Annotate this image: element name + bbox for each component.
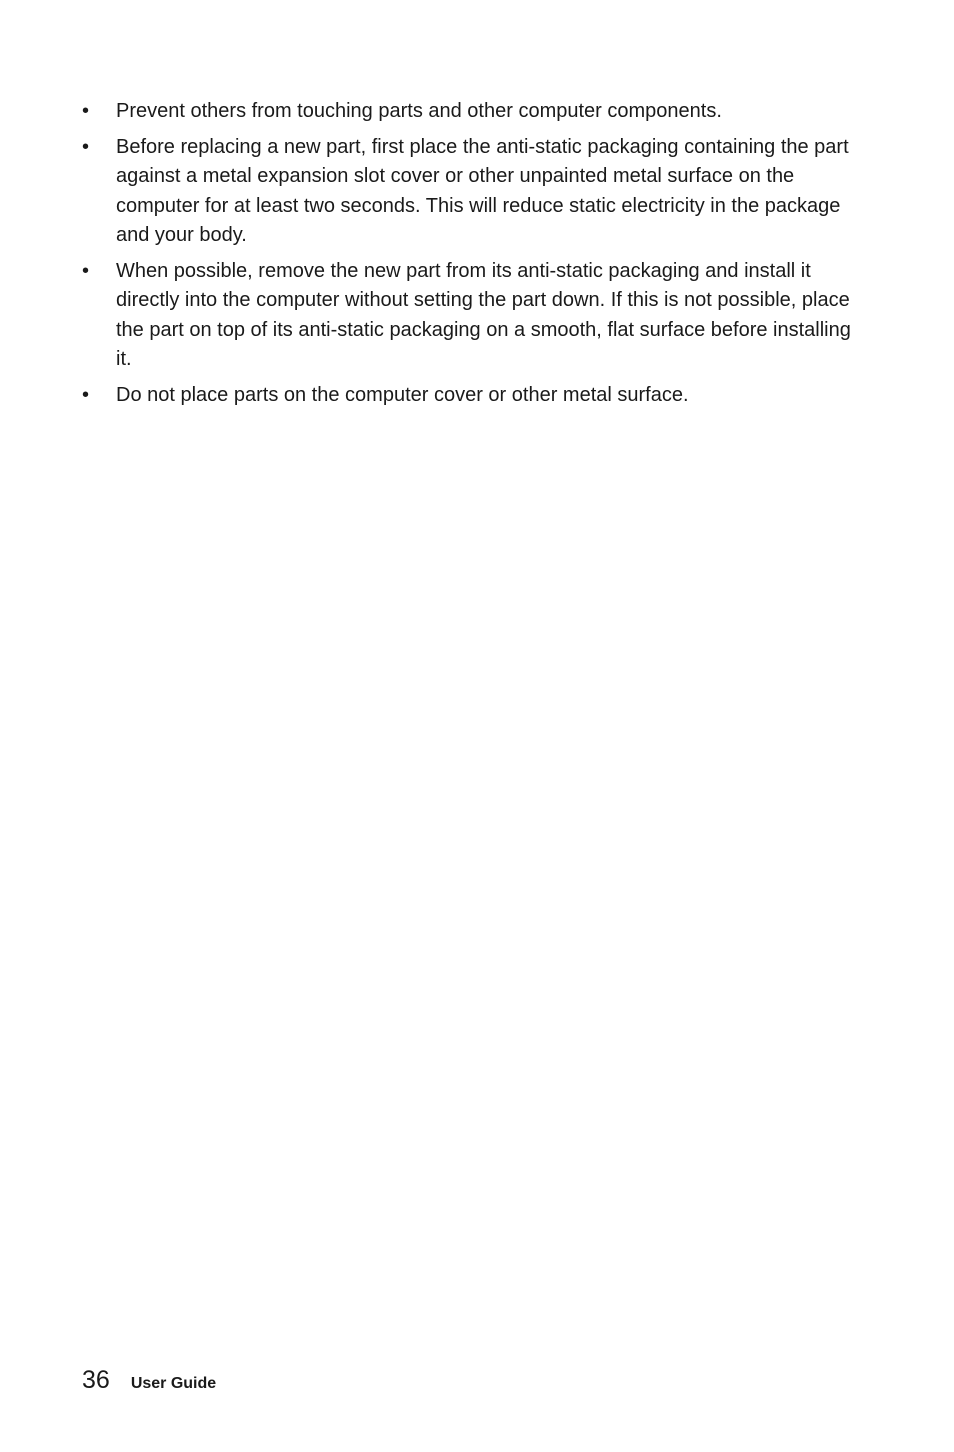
list-item (82, 97, 862, 126)
bullet-icon: • (82, 383, 90, 406)
bullet-icon: • (82, 100, 90, 122)
list-item (82, 381, 862, 410)
page-number: 36 (82, 1366, 110, 1394)
list-item-text: When possible, remove the new part from its anti-static packaging and install it directly into the computer without setting the part down. If this is not possible, place the part on top of its anti-static packaging on a smooth, flat surface before installing it. (116, 259, 851, 371)
page-footer (82, 1366, 216, 1395)
list-item (82, 257, 862, 375)
bullet-icon: • (82, 259, 90, 282)
list-item-text: Prevent others from touching parts and other computer components. (116, 100, 722, 122)
list-item (82, 133, 862, 251)
bullet-icon: • (82, 135, 90, 158)
list-item-text: Do not place parts on the computer cover or other metal surface. (116, 383, 689, 406)
bullet-list (82, 97, 862, 417)
list-item-text: Before replacing a new part, first place the anti-static packaging containing the part against a metal expansion slot cover or other unpainted metal surface on the computer for at least two seconds. This will reduce static electricity in the package and your body. (116, 135, 849, 247)
footer-title: User Guide (130, 1375, 217, 1392)
